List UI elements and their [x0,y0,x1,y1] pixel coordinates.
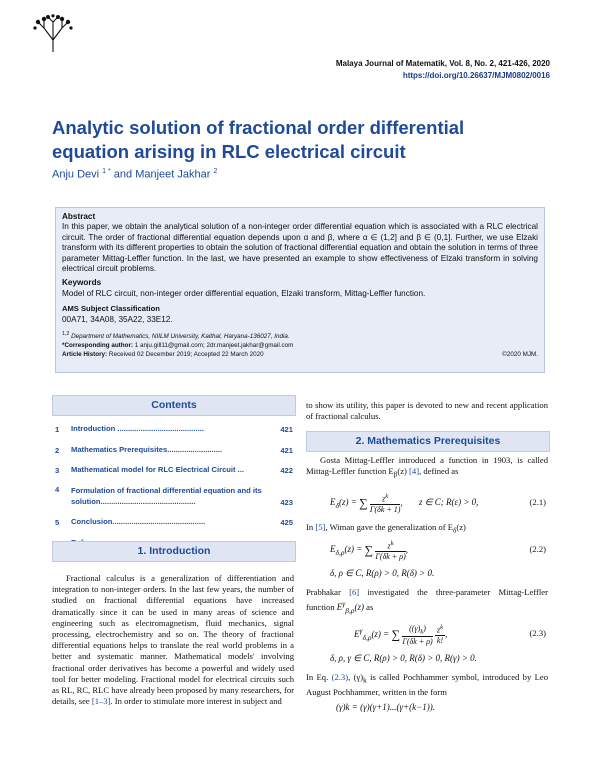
toc-num: 5 [55,518,60,527]
copyright: ©2020 MJM. [502,351,538,359]
eq1-lhs: $E_\delta(z)$ = [330,497,360,511]
equation-2-3: $E^\gamma_{\delta,\rho}(z)$ = ∑ $\frac{((\gamma)_k)}{\Gamma(\delta k + \rho)}$ $\frac{z^k}{k!}$ , (2.3) [354,624,546,646]
table-of-contents [55,423,293,557]
article-history [62,350,538,360]
author-1: Anju Devi [52,168,100,181]
toc-label: Mathematical model for RLC Electrical Circuit ... [71,465,245,474]
journal-logo-tree-icon [30,14,76,54]
toc-label: Mathematics Prerequisites.......................... [71,444,223,454]
toc-label: Conclusion............................................ [71,517,206,526]
eq1-fraction: $\frac{z^k}{\Gamma(\delta k + 1)}$ [369,493,401,514]
math-p1-sub: β [393,470,398,479]
corresponding-author [62,341,538,350]
keywords-heading: Keywords [62,278,102,288]
affiliation [62,330,538,341]
paper-title: Analytic solution of fractional order differential equation arising in RLC electrical circuit [52,117,465,162]
math-p4-a: In Eq. [306,672,329,682]
math-paragraph-2: In [5], Wiman gave the generalization of $E_\delta(z)$ [306,522,466,535]
toc-item[interactable] [55,485,293,507]
eq2-lhs: $E_{\delta,\rho}(z)$ = [330,544,365,558]
eq1-condition: z ∈ C; R(ε) > 0, [418,497,479,508]
eq3-lhs: $E^\gamma_{\delta,\rho}(z)$ = [354,625,392,642]
eq2-number: (2.2) [529,544,546,554]
eq3-fraction-2: $\frac{z^k}{k!}$ [436,624,444,646]
equation-2-1: $E_\delta(z)$ = ∑ $\frac{z^k}{\Gamma(\delta k + 1)}$ , z ∈ C; R(ε) > 0, (2.1) [330,493,546,514]
ams-text: 00A71, 34A08, 35A22, 33E12. [62,314,173,324]
citation-link[interactable]: [1–3] [91,696,111,707]
eq1-number: (2.1) [529,497,546,507]
affiliation-text: Department of Mathematics, NIILM University, Kaithal, Haryana-136027, India. [71,333,290,341]
math-p1-b: (z) [397,466,407,477]
contents-heading: Contents [52,395,296,416]
abstract-heading: Abstract [62,212,96,221]
toc-page: 425 [280,518,293,527]
toc-label: Formulation of fractional differential equation and its solution............................................. [71,485,262,506]
citation-link[interactable]: [6] [349,587,360,597]
toc-page: 423 [280,497,293,507]
toc-item[interactable] [55,423,293,434]
history-label: Article History: [62,351,108,359]
toc-page: 421 [280,445,293,455]
introduction-heading: 1. Introduction [52,541,296,562]
math-p3-b: investigated the three-parameter Mittag-Leffler function [306,587,548,613]
toc-item[interactable] [55,464,293,475]
citation-link[interactable]: [4] [409,466,420,477]
math-p2-b: , Wiman gave the generalization of E [325,522,453,532]
eq3-number: (2.3) [529,628,546,638]
toc-item[interactable] [55,516,293,527]
eq3-function: $E^\gamma_{\beta,\rho}(z)$ [336,599,364,615]
equation-2-2: $E_{\delta,\rho}(z)$ = ∑ $\frac{z^k}{\Gamma(\delta k + \rho)}$ , (2.2) [330,540,546,561]
author-and: and [113,168,133,181]
ams-heading: AMS Subject Classification [62,304,160,314]
continuation-text: to show its utility, this paper is devoted to new and recent application of fractional calculus. [306,400,548,422]
math-prereq-heading: 2. Mathematics Prerequisites [306,431,550,452]
eq3-condition: δ, ρ, γ ∈ C, R(ρ) > 0, R(δ) > 0, R(γ) > 0. [330,653,477,663]
eq2-fraction: $\frac{z^k}{\Gamma(\delta k + \rho)}$ [375,540,406,561]
eq3-fraction: $\frac{((\gamma)_k)}{\Gamma(\delta k + \rho)}$ [402,624,433,646]
doi-link[interactable]: https://doi.org/10.26637/MJM0802/0016 [402,71,550,80]
journal-header [336,58,550,82]
math-p3-c: as [366,602,374,613]
math-p4-b: , (γ) [348,672,364,682]
author-2-sup: 2 [213,168,218,175]
abstract-text: In this paper, we obtain the analytical solution of a non-integer order differential equation which is associated with a RLC electrical circuit. The order of fractional differential equation depends upon α and β, where α ∈ (1,2] and β ∈ (0,1]. Further, we use Elzaki transform with its different properties to obtain the solution of fractional differential equation and obtain the solution in terms of three parameter Mittag-Leffler function. In the last, we have presented an example to show effectiveness of Elzaki transform in solving electrical circuit problems. [62,222,538,274]
keywords-text: Model of RLC circuit, non-integer order differential equation, Elzaki transform, Mittag-Leffler function. [62,288,426,298]
corresponding-emails[interactable]: 1 anju.gill11@gmail.com; 2dr.manjeet.jakhar@gmail.com [134,342,294,350]
author-2: Manjeet Jakhar [135,168,211,181]
toc-label: Introduction ......................................... [71,424,204,433]
intro-body-end: . In order to stimulate more interest in subject and [110,696,282,707]
author-list [52,168,217,181]
math-p3-a: Prabhakar [306,587,341,597]
toc-page: 422 [280,466,293,475]
toc-num: 4 [55,484,60,494]
math-paragraph-3 [306,587,548,616]
math-paragraph-1 [306,455,548,481]
eq1-E: E [330,497,336,508]
corresponding-label: *Corresponding author: [62,342,134,350]
math-p2-a: In [306,522,314,532]
sum-symbol: ∑ [364,542,374,557]
journal-citation: Malaya Journal of Matematik, Vol. 8, No. 2, 421-426, 2020 [335,59,550,68]
toc-num: 3 [55,466,60,475]
toc-item[interactable] [55,444,293,455]
equation-pochhammer: (γ)k = (γ)(γ+1)...(γ+(k−1)). [336,702,435,712]
history-text: Received 02 December 2019; Accepted 22 March 2020 [108,351,264,359]
eq2-condition: δ, ρ ∈ C, R(ρ) > 0, R(δ) > 0. [330,568,435,578]
intro-body: Fractional calculus is a generalization of differentiation and integration to non-integer orders. In the last few years, the number of studied on fractional differential equations have increased dramatically since it can be used in many areas of science and engineering such as electromagnetism, fluid mechanics, signal processing, electrochemistry and so on. The theory of fractional differential equations helps to translate the real world problems in a better and systematic manner. Mathematical models' involving fractional order derivatives has become a powerful and widely used tool for better modeling. Fractional model for electrical circuits such as RL, RC, RLC have already been proposed by many researchers, for details, see [52,573,294,707]
affiliation-sup: 1,2 [62,331,70,338]
toc-page: 421 [280,425,293,434]
author-1-sup: 1 * [102,168,111,175]
math-paragraph-4: In Eq. (2.3), $(\gamma)_k$ is called Pochhammer symbol, introduced by Leo August Pochhammer, written in the form [306,672,548,697]
toc-num: 2 [55,445,60,455]
equation-ref-link[interactable]: (2.3) [331,672,349,682]
sum-symbol: ∑ [391,627,401,642]
abstract-box [55,207,545,373]
math-p4-c: is called Pochhammer symbol, introduced by Leo August Pochhammer, written in the form [306,672,548,697]
math-p1-end: , defined as [419,466,459,477]
sum-symbol: ∑ [359,495,368,510]
math-p1: Gosta Mittag-Leffler introduced a function in 1903, is called Mittag-Leffler function E [306,455,548,477]
introduction-text [52,573,294,707]
toc-num: 1 [55,425,60,434]
citation-link[interactable]: [5] [315,522,326,532]
